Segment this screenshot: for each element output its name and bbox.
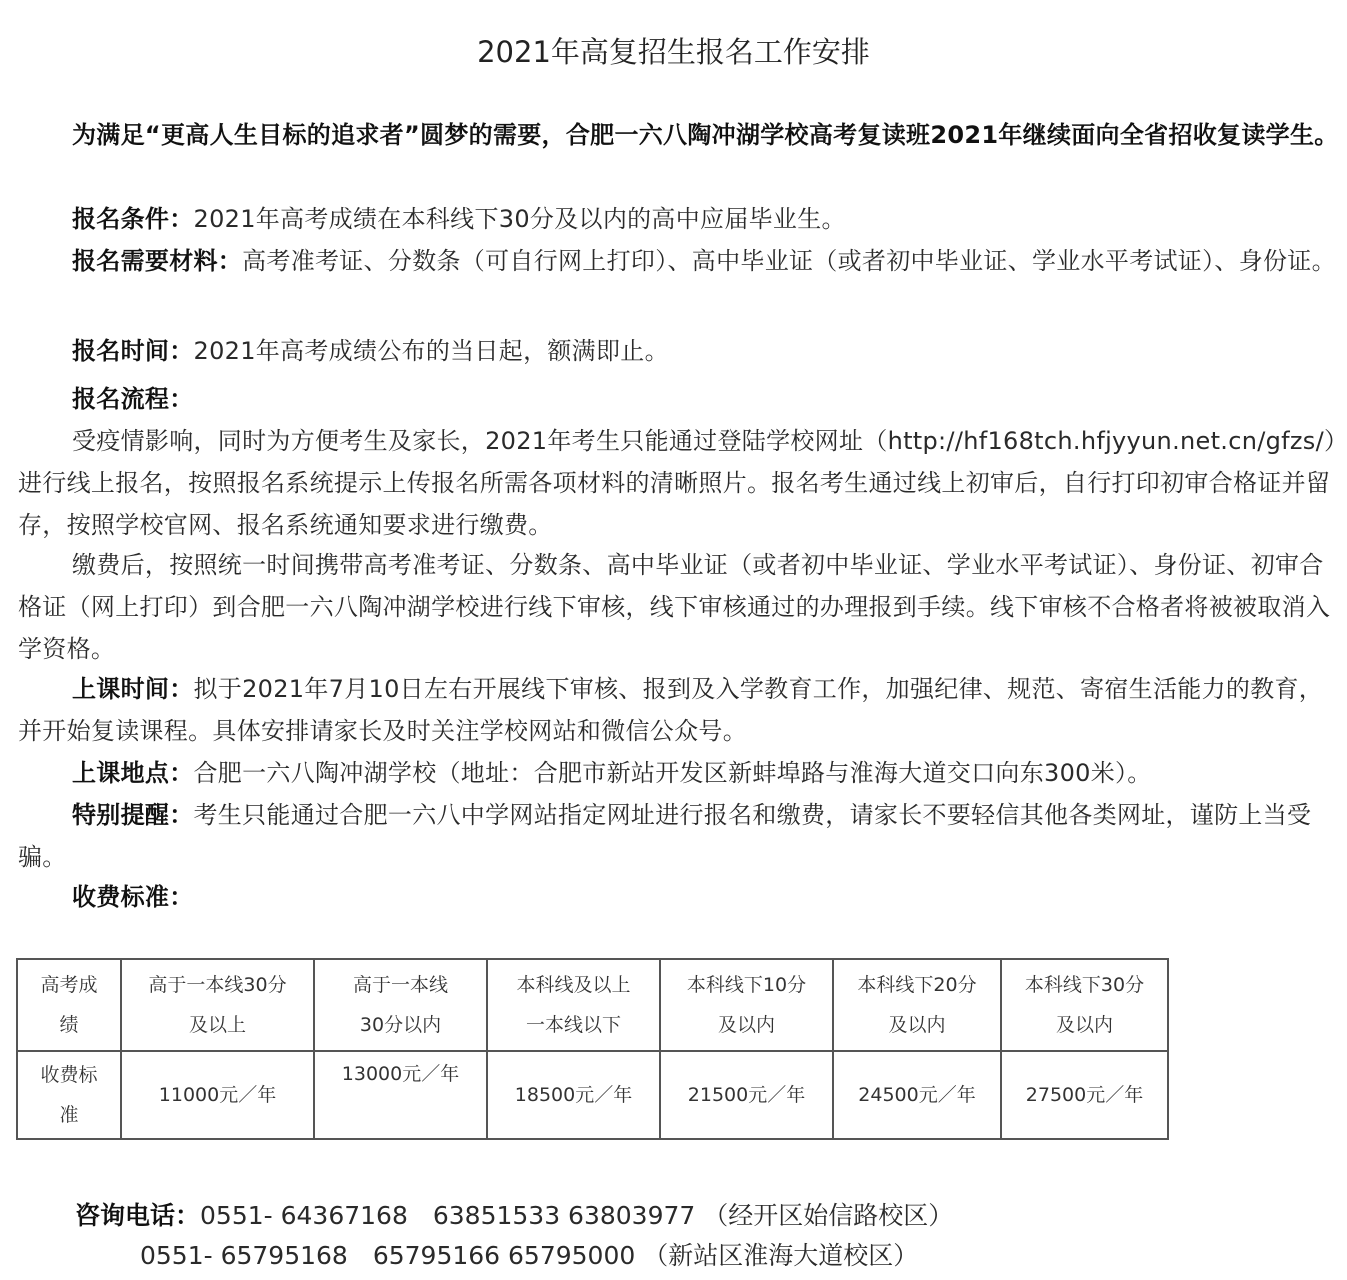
process-paragraph-2: 缴费后，按照统一时间携带高考准考证、分数条、高中毕业证（或者初中毕业证、学业水平考试证）、身份证、初审合格证（网上打印）到合肥一六八陶冲湖学校进行线下审核，线下审核通过的办理报到手续。线下审核不合格者将被被取消入学资格。 [18, 551, 1331, 663]
notice-label: 特别提醒： [72, 801, 194, 829]
table-cell: 本科线下10分 及以内 [660, 959, 833, 1051]
table-cell: 本科线及以上 一本线以下 [487, 959, 660, 1051]
table-cell: 24500元／年 [833, 1051, 1001, 1139]
table-cell: 高考成 绩 [17, 959, 121, 1051]
table-row [17, 959, 1168, 1051]
class-place-paragraph [18, 752, 1340, 794]
table-cell: 18500元／年 [487, 1051, 660, 1139]
class-place-label: 上课地点： [72, 759, 194, 787]
notice-text: 考生只能通过合肥一六八中学网站指定网址进行报名和缴费，请家长不要轻信其他各类网址，谨防上当受骗。 [18, 801, 1312, 871]
conditions-text: 2021年高考成绩在本科线下30分及以内的高中应届毕业生。 [193, 205, 846, 233]
materials-text: 高考准考证、分数条（可自行网上打印）、高中毕业证（或者初中毕业证、学业水平考试证）、身份证。 [242, 247, 1336, 275]
process-paragraph-1: 受疫情影响，同时为方便考生及家长，2021年考生只能通过登陆学校网址（http://hf168tch.hfjyyun.net.cn/gfzs/）进行线上报名，按照报名系统提示上传报名所需各项材料的清晰照片。报名考生通过线上初审后，自行打印初审合格证并留存，按照学校官网、报名系统通知要求进行缴费。 [18, 427, 1337, 539]
intro-paragraph: 为满足“更高人生目标的追求者”圆梦的需要，合肥一六八陶冲湖学校高考复读班2021年继续面向全省招收复读学生。 [72, 121, 1339, 149]
table-cell: 21500元／年 [660, 1051, 833, 1139]
conditions-paragraph [18, 198, 1340, 240]
table-cell: 收费标 准 [17, 1051, 121, 1139]
table-cell: 13000元／年 [314, 1051, 487, 1139]
class-time-label: 上课时间： [72, 675, 194, 703]
table-row [17, 1051, 1168, 1139]
contact-phones-2: 0551- 65795168 65795166 65795000 （新站区淮海大道校区） [140, 1241, 919, 1270]
contact-label: 咨询电话： [75, 1201, 201, 1230]
conditions-label: 报名条件： [72, 205, 194, 233]
fee-label: 收费标准： [72, 883, 194, 911]
table-cell: 本科线下20分 及以内 [833, 959, 1001, 1051]
notice-paragraph [18, 794, 1340, 878]
class-time-paragraph [18, 668, 1340, 752]
materials-label: 报名需要材料： [72, 247, 243, 275]
table-cell: 27500元／年 [1001, 1051, 1168, 1139]
contact-line-1 [75, 1196, 953, 1236]
contact-phones-1: 0551- 64367168 63851533 63803977 （经开区始信路校区） [200, 1201, 954, 1230]
fee-table [16, 958, 1169, 1140]
materials-paragraph [18, 240, 1340, 282]
time-label: 报名时间： [72, 337, 194, 365]
table-cell: 高于一本线30分 及以上 [121, 959, 314, 1051]
time-text: 2021年高考成绩公布的当日起，额满即止。 [193, 337, 669, 365]
process-label: 报名流程： [72, 385, 194, 413]
table-cell: 高于一本线 30分以内 [314, 959, 487, 1051]
class-time-text: 拟于2021年7月10日左右开展线下审核、报到及入学教育工作，加强纪律、规范、寄宿生活能力的教育，并开始复读课程。具体安排请家长及时关注学校网站和微信公众号。 [18, 675, 1324, 745]
page-title: 2021年高复招生报名工作安排 [477, 35, 870, 69]
table-cell: 11000元／年 [121, 1051, 314, 1139]
table-cell: 本科线下30分 及以内 [1001, 959, 1168, 1051]
time-paragraph [18, 330, 1340, 372]
class-place-text: 合肥一六八陶冲湖学校（地址：合肥市新站开发区新蚌埠路与淮海大道交口向东300米）。 [193, 759, 1152, 787]
